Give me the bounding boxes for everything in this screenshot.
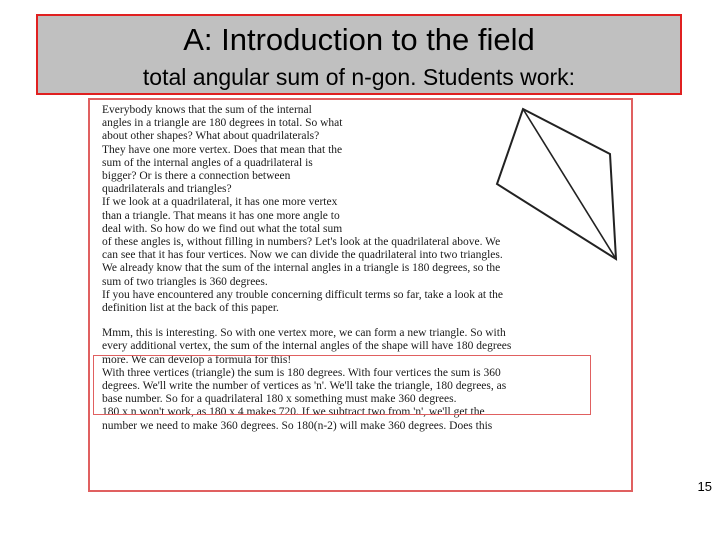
scanned-text-line: sum of the internal angles of a quadrilateral is — [102, 156, 313, 169]
scanned-text-line: definition list at the back of this paper. — [102, 302, 279, 315]
scanned-student-work — [88, 98, 633, 492]
scanned-text-line: We already know that the sum of the internal angles in a triangle is 180 degrees, so the — [102, 262, 501, 275]
quadrilateral-diagonal — [523, 109, 616, 259]
slide-subtitle: total angular sum of n-gon. Students work: — [142, 64, 576, 90]
scanned-text-line: than a triangle. That means it has one more angle to — [102, 209, 340, 222]
scanned-text-line: of these angles is, without filling in numbers? Let's look at the quadrilateral above. We — [102, 236, 501, 249]
scanned-text-line: angles in a triangle are 180 degrees in total. So what — [102, 117, 343, 130]
page-number: 15 — [697, 479, 712, 494]
quadrilateral-shape — [497, 109, 616, 259]
scanned-text-line: If you have encountered any trouble concerning difficult terms so far, take a look at the — [102, 288, 504, 301]
scanned-text-line: Mmm, this is interesting. So with one vertex more, we can form a new triangle. So with — [102, 327, 506, 340]
scanned-text-line: If we look at a quadrilateral, it has one more vertex — [102, 196, 338, 209]
scanned-text-line: degrees. We'll write the number of vertices as 'n'. We'll take the triangle, 180 degrees, as — [102, 380, 507, 393]
scanned-text-line: With three vertices (triangle) the sum is 180 degrees. With four vertices the sum is 360 — [102, 366, 501, 379]
quadrilateral-figure — [485, 104, 630, 269]
title-box — [36, 14, 682, 95]
highlight-box — [93, 355, 591, 415]
scanned-text-line: number we need to make 360 degrees. So 180(n-2) will make 360 degrees. Does this — [102, 419, 493, 432]
scanned-text-line: every additional vertex, the sum of the internal angles of the shape will have 180 degrees — [102, 340, 512, 353]
slide-title: A: Introduction to the field — [183, 22, 535, 57]
scanned-text-line: bigger? Or is there a connection between — [102, 170, 291, 183]
scanned-text-line: can see that it has four vertices. Now we can divide the quadrilateral into two triangles. — [102, 249, 503, 262]
scanned-text-line: 180 x n won't work, as 180 x 4 makes 720. If we subtract two from 'n', we'll get the — [102, 406, 485, 419]
scanned-text-line: base number. So for a quadrilateral 180 x something must make 360 degrees. — [102, 393, 457, 406]
scanned-text-line: sum of two triangles is 360 degrees. — [102, 275, 268, 288]
scanned-text-line: quadrilaterals and triangles? — [102, 183, 232, 196]
scanned-text-line: They have one more vertex. Does that mean that the — [102, 143, 343, 156]
scanned-text-line: more. We can develop a formula for this! — [102, 353, 292, 366]
scanned-text-line: Everybody knows that the sum of the internal — [102, 104, 312, 116]
scanned-text-line: deal with. So how do we find out what the total sum — [102, 222, 343, 235]
scanned-text-line: about other shapes? What about quadrilaterals? — [102, 130, 320, 143]
